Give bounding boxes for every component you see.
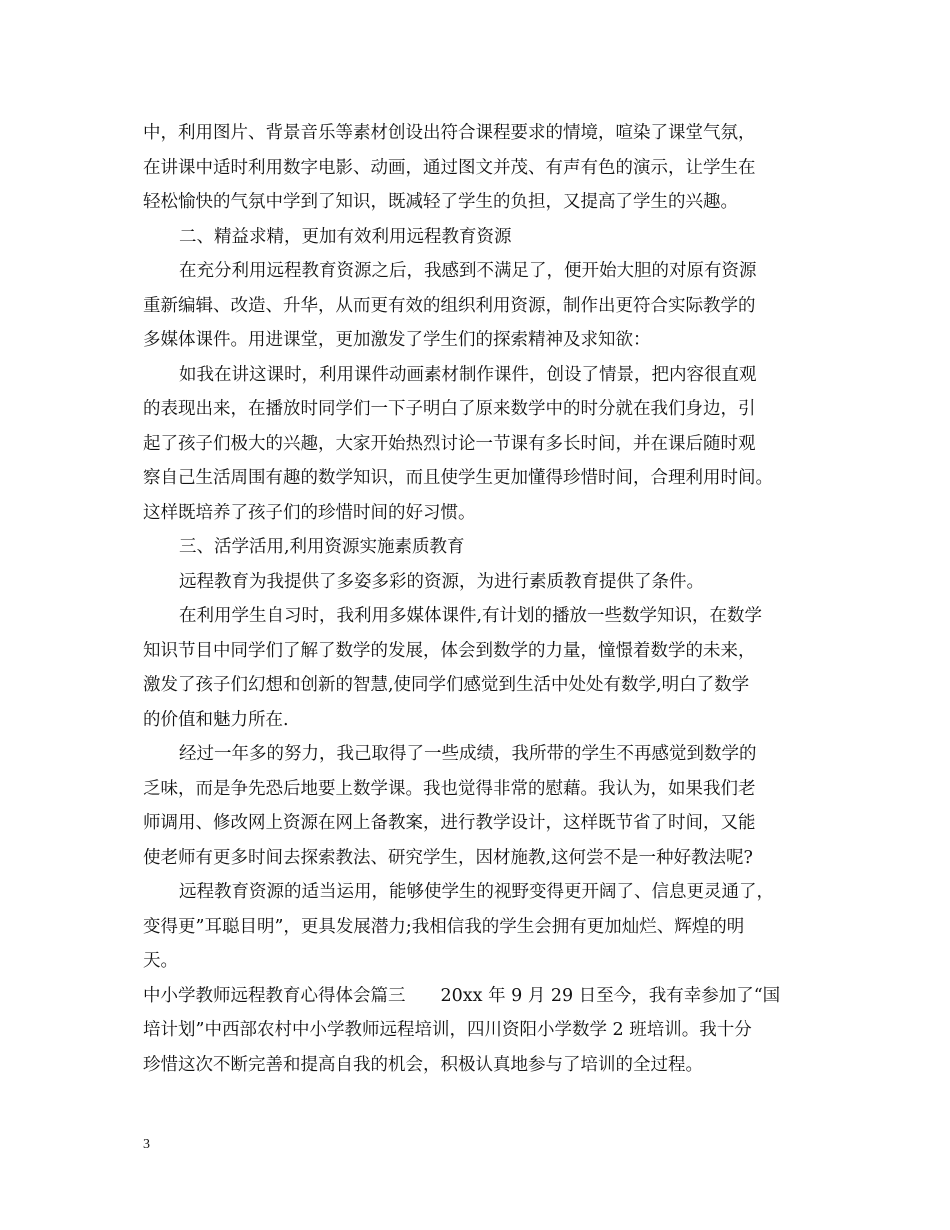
text-line: 如我在讲这课时，利用课件动画素材制作课件，创设了情景，把内容很直观 <box>179 364 757 385</box>
text-line: 乏味，而是争先恐后地要上数学课。我也觉得非常的慰藉。我认为，如果我们老 <box>143 778 756 799</box>
text-line: 中小学教师远程教育心得体会篇三 20xx 年 9 月 29 日至今，我有幸参加了“国 <box>143 985 781 1006</box>
text-line: 天。 <box>143 951 178 971</box>
text-line: 重新编辑、改造、升华，从而更有效的组织利用资源，制作出更符合实际教学的 <box>143 295 756 316</box>
text-line: 珍惜这次不断完善和提高自我的机会，积极认真地参与了培训的全过程。 <box>143 1054 703 1075</box>
text-line: 远程教育为我提供了多姿多彩的资源，为进行素质教育提供了条件。 <box>179 571 704 592</box>
text-line: 培计划”中西部农村中小学教师远程培训，四川资阳小学数学 2 班培训。我十分 <box>143 1020 752 1040</box>
text-line: 的价值和魅力所在. <box>143 709 289 730</box>
text-line: 多媒体课件。用进课堂，更加激发了学生们的探索精神及求知欲： <box>143 330 651 350</box>
document-body <box>143 116 811 1082</box>
text-line: 在利用学生自习时，我利用多媒体课件,有计划的播放一些数学知识，在数学 <box>179 606 763 626</box>
text-line: 使老师有更多时间去探索教法、研究学生，因材施教,这何尝不是一种好教法呢? <box>143 847 753 868</box>
text-line: 远程教育资源的适当运用，能够使学生的视野变得更开阔了、信息更灵通了， <box>179 882 774 902</box>
text-line: 知识节目中同学们了解了数学的发展，体会到数学的力量，憧憬着数学的未来， <box>143 640 756 661</box>
text-line: 察自己生活周围有趣的数学知识，而且使学生更加懂得珍惜时间，合理利用时间。 <box>143 468 773 488</box>
text-line: 在充分利用远程教育资源之后，我感到不满足了，便开始大胆的对原有资源 <box>179 261 757 281</box>
text-line: 变得更”耳聪目明”，更具发展潜力;我相信我的学生会拥有更加灿烂、辉煌的明 <box>143 916 745 937</box>
page-number: 3 <box>143 1137 150 1152</box>
section-heading: 二、精益求精，更加有效利用远程教育资源 <box>179 226 512 247</box>
text-line: 激发了孩子们幻想和创新的智慧,使同学们感觉到生活中处处有数学,明白了数学 <box>143 675 750 695</box>
section-heading: 三、活学活用,利用资源实施素质教育 <box>179 537 465 557</box>
text-line: 轻松愉快的气氛中学到了知识，既减轻了学生的负担，又提高了学生的兴趣。 <box>143 192 738 212</box>
text-line: 在讲课中适时利用数字电影、动画，通过图文并茂、有声有色的演示，让学生在 <box>143 157 756 178</box>
text-line: 这样既培养了孩子们的珍惜时间的好习惯。 <box>143 502 476 523</box>
text-line: 的表现出来，在播放时同学们一下子明白了原来数学中的时分就在我们身边，引 <box>143 399 756 419</box>
text-line: 经过一年多的努力，我己取得了一些成绩，我所带的学生不再感觉到数学的 <box>179 744 757 764</box>
text-line: 起了孩子们极大的兴趣，大家开始热烈讨论一节课有多长时间，并在课后随时观 <box>143 433 756 454</box>
text-line: 师调用、修改网上资源在网上备教案，进行教学设计，这样既节省了时间，又能 <box>143 813 756 833</box>
text-line: 中，利用图片、背景音乐等素材创设出符合课程要求的情境，喧染了课堂气氛， <box>143 123 756 143</box>
